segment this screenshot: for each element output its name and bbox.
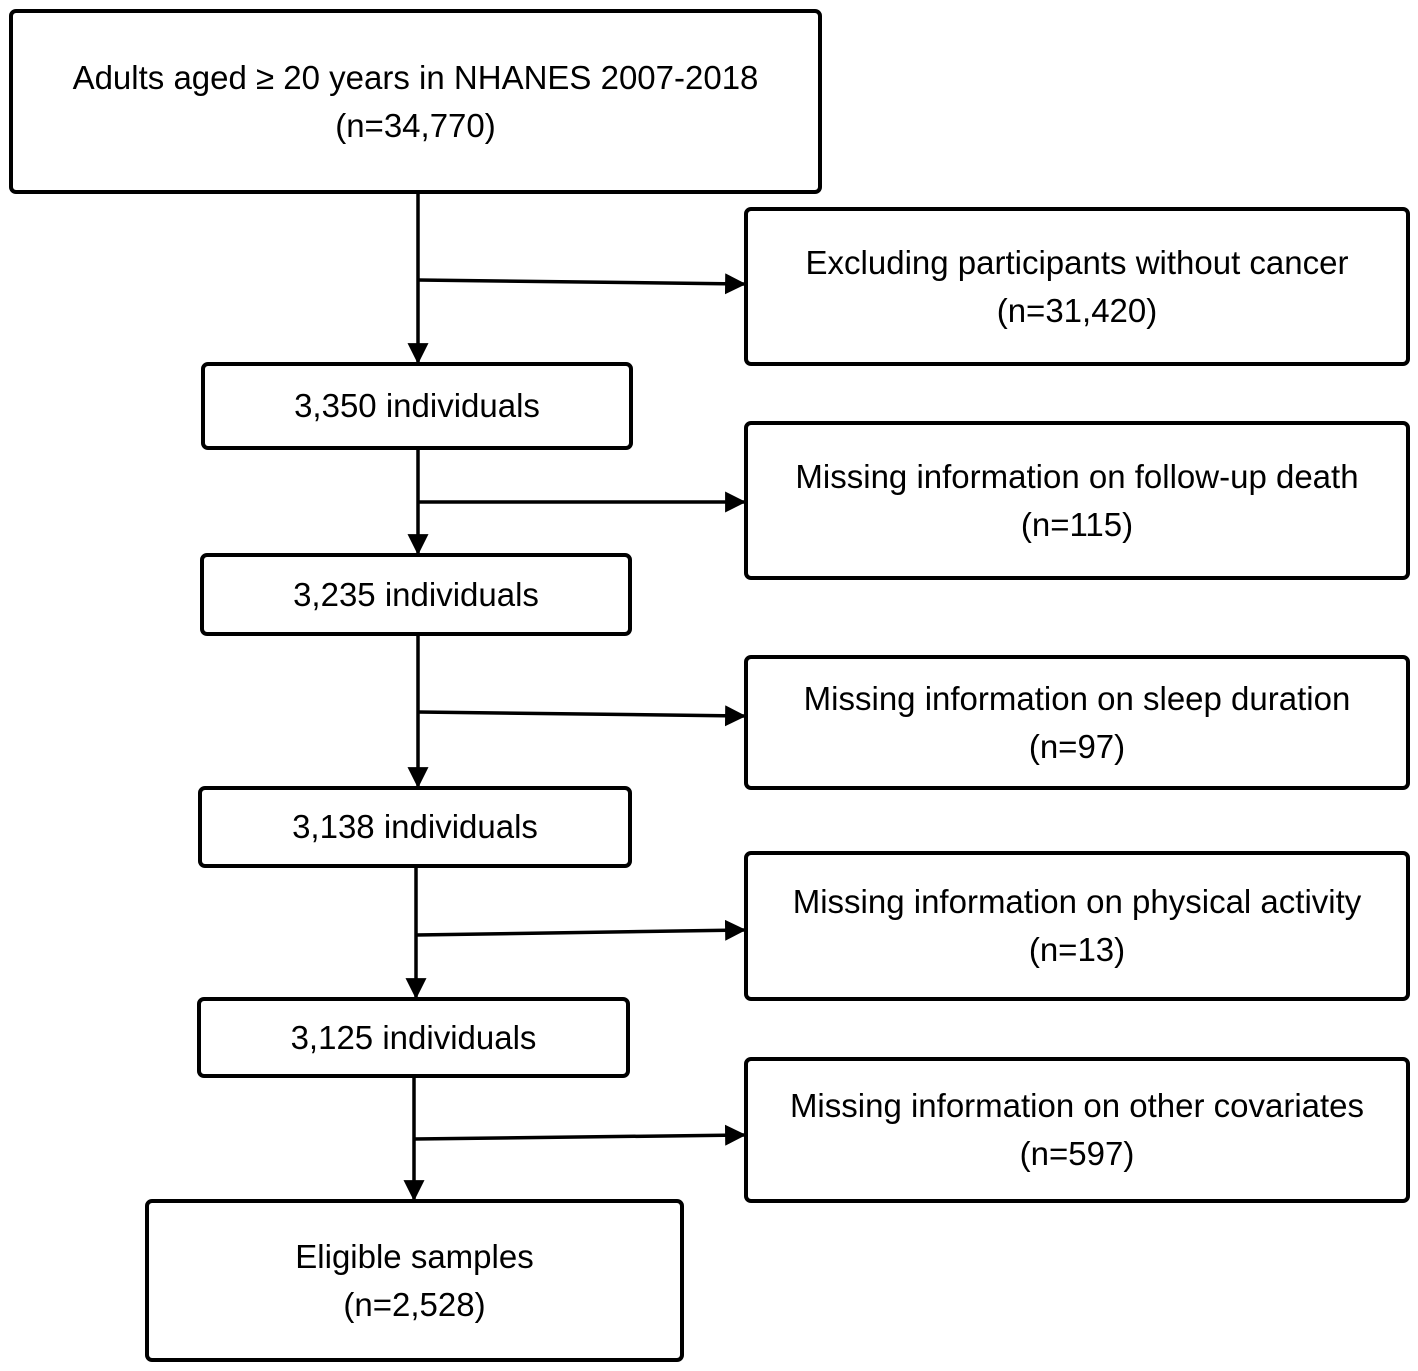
- start-box: [9, 9, 822, 194]
- exclusion-count-4: (n=13): [1028, 931, 1126, 968]
- step-box-1: [201, 362, 633, 450]
- exclusion-label-4: Missing information on physical activity: [792, 883, 1362, 920]
- step-box-3: [198, 786, 632, 868]
- step-label-4: 3,125 individuals: [290, 1018, 537, 1056]
- exclusion-label-5: Missing information on other covariates: [789, 1087, 1365, 1124]
- end-box: [145, 1199, 684, 1362]
- start-label: Adults aged ≥ 20 years in NHANES 2007-2018: [72, 58, 759, 96]
- exclusion-arrow-3: [418, 712, 744, 716]
- exclusion-count-2: (n=115): [1020, 505, 1134, 543]
- step-label-1: 3,350 individuals: [294, 387, 540, 424]
- exclusion-box-2: [744, 421, 1410, 580]
- exclusion-box-3: [744, 655, 1410, 790]
- exclusion-box-4: [744, 851, 1410, 1001]
- end-label: Eligible samples: [295, 1237, 534, 1275]
- exclusion-count-1: (n=31,420): [996, 291, 1158, 329]
- exclusion-box-5: [744, 1057, 1410, 1203]
- exclusion-arrow-1: [418, 280, 744, 284]
- start-count: (n=34,770): [335, 106, 496, 144]
- step-label-2: 3,235 individuals: [293, 575, 539, 613]
- step-box-2: [200, 553, 632, 636]
- exclusion-arrow-4: [416, 930, 744, 935]
- exclusion-arrow-5: [414, 1135, 744, 1139]
- step-box-4: [197, 997, 630, 1078]
- step-label-3: 3,138 individuals: [292, 808, 538, 845]
- exclusion-label-1: Excluding participants without cancer: [805, 243, 1349, 281]
- end-count: (n=2,528): [343, 1285, 486, 1323]
- exclusion-count-3: (n=97): [1028, 727, 1126, 765]
- exclusion-box-1: [744, 207, 1410, 366]
- exclusion-count-5: (n=597): [1019, 1135, 1135, 1172]
- exclusion-label-3: Missing information on sleep duration: [803, 679, 1351, 717]
- exclusion-label-2: Missing information on follow-up death: [795, 457, 1359, 495]
